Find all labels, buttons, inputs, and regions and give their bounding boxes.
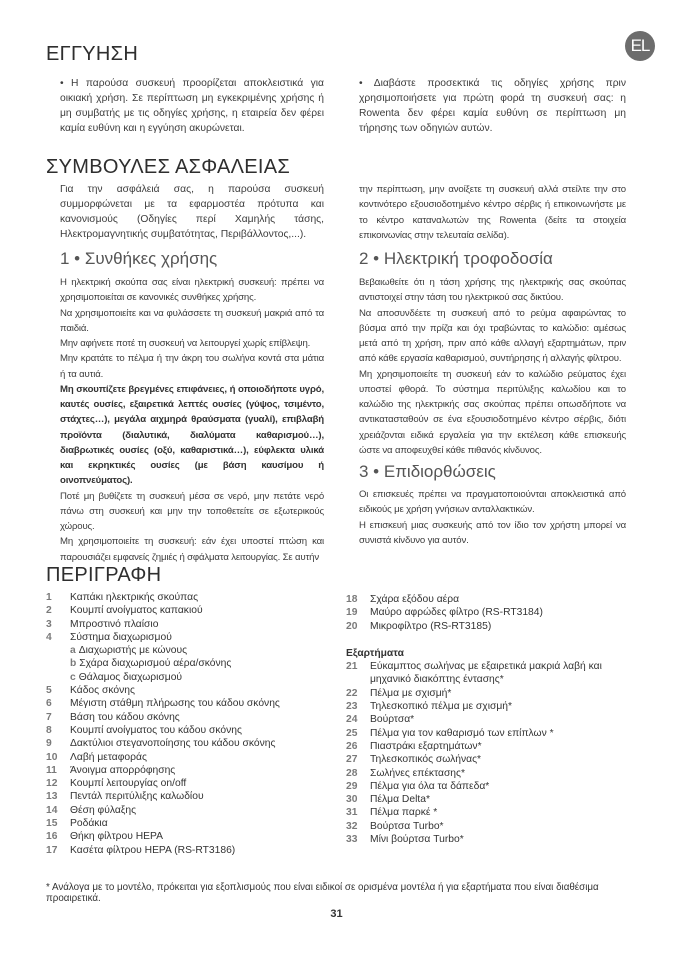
list-item bbox=[346, 806, 636, 819]
list-item bbox=[46, 618, 336, 631]
item-number: 28 bbox=[346, 767, 358, 779]
section-2-para: Να αποσυνδέετε τη συσκευή από το ρεύμα αφαιρώντας το βύσμα από την πρίζα και όχι τραβώντας το καλώδιο: αμέσως μετά από τη χρήση, πριν από κάθε αλλαγή εξαρτημάτων, πριν από κάθε εργασία καθαρισμού, συντήρησης ή αλλαγής φίλτρου. bbox=[359, 307, 626, 365]
list-subitem bbox=[46, 671, 336, 684]
list-item bbox=[346, 793, 636, 806]
item-number: 21 bbox=[346, 661, 358, 673]
list-item bbox=[346, 700, 636, 713]
section-3-para: Οι επισκευές πρέπει να πραγματοποιούνται αποκλειστικά από ειδικούς με χρήση γνήσιων ανταλλακτικών. bbox=[359, 489, 626, 516]
item-number: 22 bbox=[346, 687, 358, 699]
item-text: Θέση φύλαξης bbox=[70, 804, 137, 816]
item-number: 33 bbox=[346, 834, 358, 846]
list-subitem bbox=[46, 644, 336, 657]
item-text: Θάλαμος διαχωρισμού bbox=[78, 671, 183, 683]
list-item bbox=[46, 604, 336, 617]
list-subitem bbox=[46, 657, 336, 670]
section-2-para: Βεβαιωθείτε ότι η τάση χρήσης της ηλεκτρικής σας σκούπας αντιστοιχεί στην τάση του ηλεκτρικού σας δικτύου. bbox=[359, 277, 626, 304]
item-text: Μπροστινό πλαίσιο bbox=[70, 618, 159, 630]
warranty-text-left: • Η παρούσα συσκευή προορίζεται αποκλειστικά για οικιακή χρήση. Σε περίπτωση μη εγκεκριμένης χρήσης ή μη συμβατής με τις οδηγίες χρήσης, η εταιρεία δεν φέρει καμία ευθύνη και η εγγύηση ακυρώνεται. bbox=[60, 78, 324, 135]
item-text: Δακτύλιοι στεγανοποίησης του κάδου σκόνης bbox=[70, 738, 276, 750]
item-text: Πέλμα Delta* bbox=[370, 794, 430, 806]
section-1-body bbox=[60, 275, 324, 565]
item-text: Μαύρο αφρώδες φίλτρο (RS-RT3184) bbox=[370, 607, 543, 619]
item-text: Κουμπί λειτουργίας on/off bbox=[70, 778, 187, 790]
list-item bbox=[46, 804, 336, 817]
item-number: 20 bbox=[346, 620, 358, 632]
list-item bbox=[346, 606, 636, 619]
section-3-title: 3 • Επιδιορθώσεις bbox=[359, 462, 496, 481]
page-number: 31 bbox=[330, 908, 343, 920]
item-text: Πέλμα για τον καθαρισμό των επίπλων * bbox=[370, 727, 554, 739]
list-item bbox=[346, 660, 636, 687]
item-number: 10 bbox=[46, 751, 58, 763]
item-number: 31 bbox=[346, 807, 358, 819]
item-number: 19 bbox=[346, 607, 358, 619]
item-text: Σωλήνες επέκτασης* bbox=[370, 767, 466, 779]
section-1-para: Μην αφήνετε ποτέ τη συσκευή να λειτουργεί χωρίς επίβλεψη. bbox=[60, 338, 311, 349]
list-item bbox=[346, 767, 636, 780]
list-item bbox=[346, 820, 636, 833]
item-number: 11 bbox=[46, 764, 57, 776]
section-1-para: Μην κρατάτε το πέλμα ή την άκρη του σωλήνα κοντά στα μάτια ή τα αυτιά. bbox=[60, 353, 324, 380]
list-item bbox=[46, 724, 336, 737]
item-text: Πέλμα παρκέ * bbox=[370, 807, 438, 819]
item-number: 23 bbox=[346, 701, 358, 713]
list-item bbox=[346, 727, 636, 740]
item-text: Πέλμα με σχισμή* bbox=[370, 687, 452, 699]
item-number: 29 bbox=[346, 780, 358, 792]
item-text: Μέγιστη στάθμη πλήρωσης του κάδου σκόνης bbox=[70, 698, 280, 710]
list-item bbox=[46, 697, 336, 710]
section-1-para: Η ηλεκτρική σκούπα σας είναι ηλεκτρική συσκευή: πρέπει να χρησιμοποιείται σε κανονικές συνθήκες χρήσης. bbox=[60, 277, 324, 304]
item-number: 1 bbox=[46, 592, 52, 603]
item-text: Καπάκι ηλεκτρικής σκούπας bbox=[70, 592, 199, 603]
item-text: Διαχωριστής με κώνους bbox=[78, 645, 188, 657]
list-item bbox=[46, 737, 336, 750]
list-item bbox=[346, 780, 636, 793]
language-badge: EL bbox=[625, 31, 655, 61]
item-number: 4 bbox=[46, 631, 52, 643]
description-title: ΠΕΡΙΓΡΑΦΗ bbox=[46, 564, 162, 586]
item-text: Βάση του κάδου σκόνης bbox=[70, 711, 180, 723]
parts-list-left bbox=[46, 591, 336, 857]
list-item bbox=[46, 777, 336, 790]
item-number: 6 bbox=[46, 698, 52, 710]
item-number: 7 bbox=[46, 711, 52, 723]
item-number: 3 bbox=[46, 618, 52, 630]
warranty-text-right: • Διαβάστε προσεκτικά τις οδηγίες χρήσης πριν χρησιμοποιήσετε για πρώτη φορά τη συσκευή σας: η Rowenta δεν φέρει καμία ευθύνη σε περίπτωση μη τήρησης των οδηγιών αυτών. bbox=[359, 78, 626, 135]
item-text: Λαβή μεταφοράς bbox=[70, 751, 147, 763]
item-number: 27 bbox=[346, 754, 358, 766]
safety-intro: Για την ασφάλειά σας, η παρούσα συσκευή συμμορφώνεται με τα εφαρμοστέα πρότυπα και κανονισμούς (Οδηγίες περί Χαμηλής τάσης, Ηλεκτρομαγνητικής συμβατότητας, Περιβάλλοντος,...). bbox=[60, 184, 324, 241]
subitem-letter: a bbox=[70, 645, 76, 657]
item-number: 5 bbox=[46, 685, 52, 697]
item-number: 24 bbox=[346, 714, 358, 726]
section-2-body bbox=[359, 275, 626, 458]
list-item bbox=[346, 593, 636, 606]
section-1-para: Ποτέ μη βυθίζετε τη συσκευή μέσα σε νερό, μην πετάτε νερό πάνω στη συσκευή και μην την τοποθετείτε σε εξωτερικούς χώρους. bbox=[60, 490, 324, 532]
item-number: 18 bbox=[346, 594, 358, 605]
list-item bbox=[346, 740, 636, 753]
item-number: 32 bbox=[346, 820, 358, 832]
item-number: 25 bbox=[346, 727, 358, 739]
item-number: 26 bbox=[346, 740, 358, 752]
item-number: 30 bbox=[346, 794, 358, 806]
list-item bbox=[346, 753, 636, 766]
item-text: Τηλεσκοπικό πέλμα με σχισμή* bbox=[370, 701, 513, 713]
item-text: Σχάρα διαχωρισμού αέρα/σκόνης bbox=[79, 658, 232, 670]
item-number: 8 bbox=[46, 724, 52, 736]
item-text: Μικροφίλτρο (RS-RT3185) bbox=[370, 620, 492, 632]
list-item bbox=[346, 620, 636, 633]
item-text: Μίνι βούρτσα Turbo* bbox=[370, 834, 464, 846]
item-text: Σχάρα εξόδου αέρα bbox=[370, 594, 460, 605]
section-1-para: Να χρησιμοποιείτε και να φυλάσσετε τη συσκευή μακριά από τα παιδιά. bbox=[60, 307, 324, 334]
section-3-body bbox=[359, 487, 626, 548]
item-text: Άνοιγμα απορρόφησης bbox=[70, 764, 176, 776]
section-2-para: Μη χρησιμοποιείτε τη συσκευή εάν το καλώδιο ρεύματος έχει υποστεί φθορά. Το σύστημα περιτύλιξης καλωδίου και το καλώδιο της ηλεκτρικής σας σκούπας πρέπει οπωσδήποτε να αντικατασταθούν σε ένα εξουσιοδοτημένο κέντρο σέρβις, διότι χρειάζονται ειδικά εργαλεία για την εκτέλεση κάθε επισκευής ώστε να αποφευχθεί κάθε πιθανός κίνδυνος. bbox=[359, 368, 626, 456]
safety-title: ΣΥΜΒΟΥΛΕΣ ΑΣΦΑΛΕΙΑΣ bbox=[46, 156, 291, 178]
list-item bbox=[46, 764, 336, 777]
item-text: Βούρτσα Turbo* bbox=[370, 820, 444, 832]
warranty-title: ΕΓΓΥΗΣΗ bbox=[46, 43, 139, 65]
item-number: 16 bbox=[46, 831, 58, 843]
list-item bbox=[46, 830, 336, 843]
list-item bbox=[46, 711, 336, 724]
item-text: Πεντάλ περιτύλιξης καλωδίου bbox=[70, 791, 204, 803]
item-text: Κασέτα φίλτρου HEPA (RS-RT3186) bbox=[70, 844, 236, 856]
item-text: Σύστημα διαχωρισμού bbox=[70, 631, 172, 643]
item-number: 13 bbox=[46, 791, 58, 803]
item-text: Πέλμα για όλα τα δάπεδα* bbox=[370, 780, 490, 792]
accessories-heading: Εξαρτήματα bbox=[346, 647, 404, 659]
list-item bbox=[346, 833, 636, 846]
list-item bbox=[46, 751, 336, 764]
section-1-title: 1 • Συνθήκες χρήσης bbox=[60, 249, 218, 268]
item-text: Κουμπί ανοίγματος του κάδου σκόνης bbox=[70, 724, 242, 736]
item-number: 9 bbox=[46, 738, 52, 750]
list-item bbox=[46, 631, 336, 644]
list-item bbox=[46, 790, 336, 803]
item-number: 17 bbox=[46, 844, 58, 856]
item-number: 2 bbox=[46, 605, 52, 617]
subitem-letter: c bbox=[70, 671, 76, 683]
list-item bbox=[46, 817, 336, 830]
parts-list-right bbox=[346, 593, 636, 846]
section-2-title: 2 • Ηλεκτρική τροφοδοσία bbox=[359, 249, 553, 268]
subitem-letter: b bbox=[70, 658, 77, 670]
item-text: Βούρτσα* bbox=[370, 714, 415, 726]
item-number: 14 bbox=[46, 804, 58, 816]
item-text: Ροδάκια bbox=[70, 818, 108, 830]
safety-right-continued: την περίπτωση, μην ανοίξετε τη συσκευή αλλά στείλτε την στο κοντινότερο εξουσιοδοτημένο κέντρο σέρβις ή επικοινωνήστε με το κέντρο καταναλωτών της Rowenta (δείτε τα στοιχεία επικοινωνίας στην τελευταία σελίδα). bbox=[359, 184, 626, 241]
list-item bbox=[346, 713, 636, 726]
item-text: Πιαστράκι εξαρτημάτων* bbox=[370, 740, 482, 752]
section-3-para: Η επισκευή μιας συσκευής από τον ίδιο τον χρήστη μπορεί να συνιστά κίνδυνο για αυτόν. bbox=[359, 519, 626, 546]
item-text: Τηλεσκοπικός σωλήνας* bbox=[370, 754, 482, 766]
list-item bbox=[346, 687, 636, 700]
item-number: 15 bbox=[46, 818, 58, 830]
item-text: Κάδος σκόνης bbox=[70, 685, 135, 697]
item-text: Εύκαμπτος σωλήνας με εξαιρετικά μακριά λαβή και μηχανικό διακόπτης έντασης* bbox=[370, 661, 602, 686]
footnote: * Ανάλογα με το μοντέλο, πρόκειται για εξοπλισμούς που είναι ειδικοί σε ορισμένα μοντέλα ή για εξαρτήματα που είναι διαθέσιμα προαιρετικά. bbox=[46, 882, 599, 904]
item-text: Κουμπί ανοίγματος καπακιού bbox=[70, 605, 203, 617]
list-item bbox=[46, 684, 336, 697]
list-item bbox=[46, 591, 336, 604]
item-number: 12 bbox=[46, 778, 58, 790]
item-text: Θήκη φίλτρου HEPA bbox=[70, 831, 164, 843]
section-1-warning: Μη σκουπίζετε βρεγμένες επιφάνειες, ή οποιοδήποτε υγρό, καυτές ουσίες, εξαιρετικά λεπτές ουσίες (γύψος, τσιμέντο, στάχτες…), μεγάλα αιχμηρά θραύσματα (γυαλί), επιβλαβή προϊόντα (διαλυτικά, διαλύματα καθαρισμού…), διαβρωτικές ουσίες (οξύ, καθαριστικά…), εύφλεκτα υλικά και εκρηκτικές ουσίες (με βάση καυσίμου ή οινοπνεύματος). bbox=[60, 383, 324, 487]
section-1-para: Μη χρησιμοποιείτε τη συσκευή: εάν έχει υποστεί πτώση και παρουσιάζει εμφανείς ζημιές ή σφάλματα λειτουργίας. Σε αυτήν bbox=[60, 536, 324, 563]
list-item bbox=[46, 844, 336, 857]
